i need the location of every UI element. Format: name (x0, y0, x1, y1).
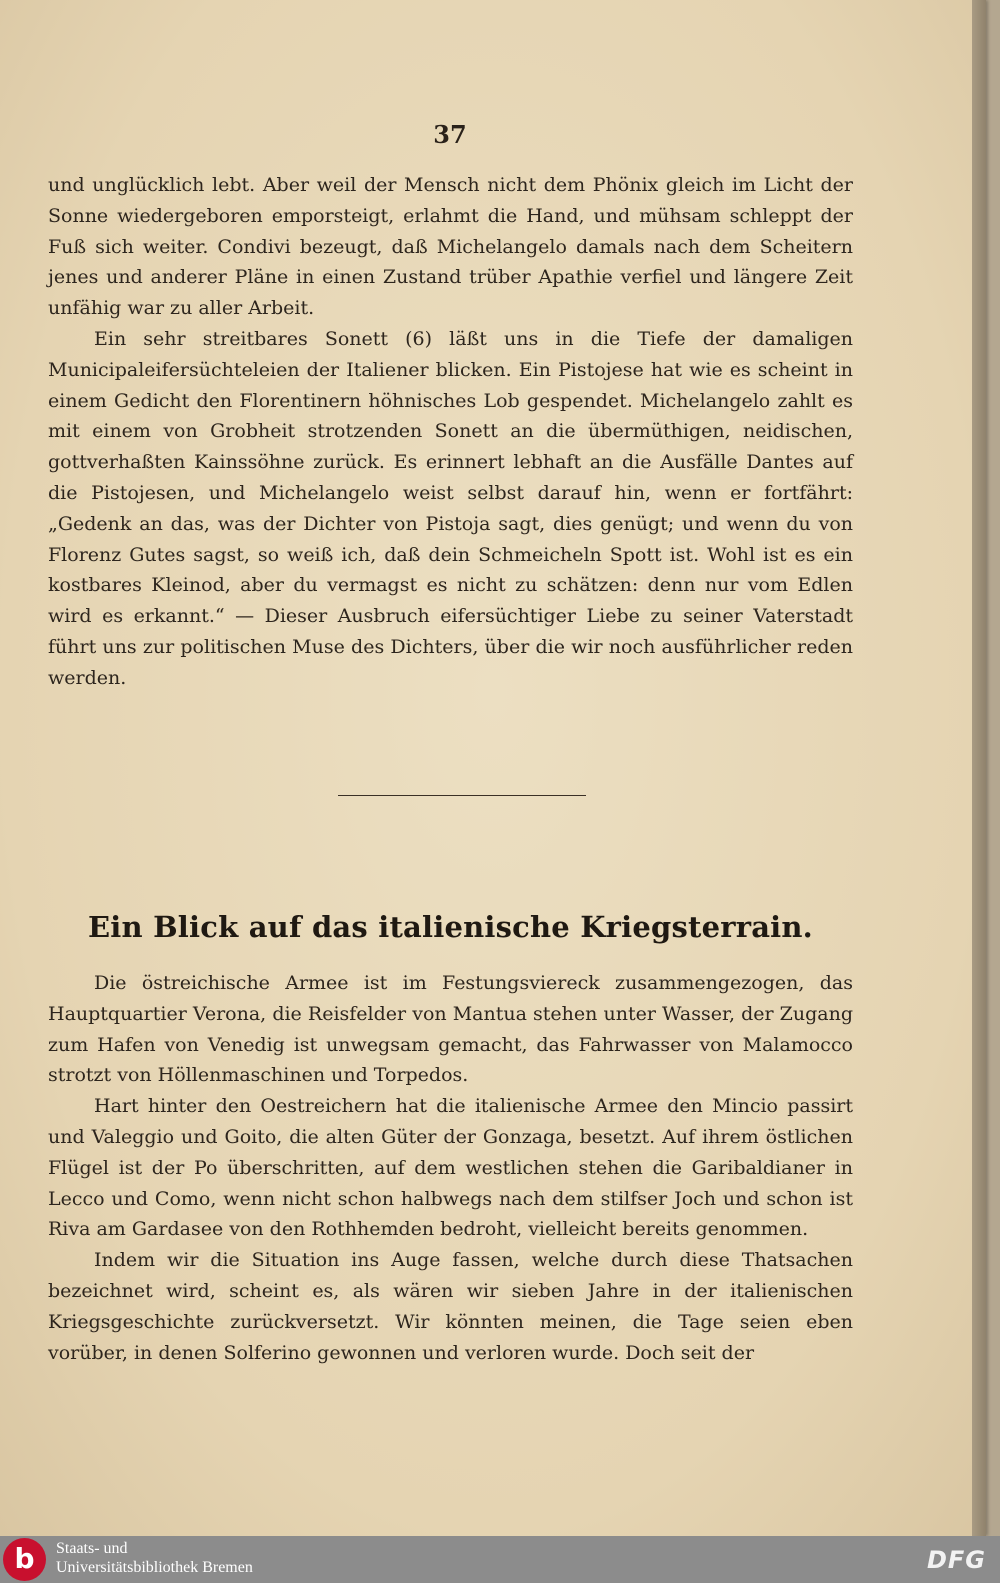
section-title: Ein Blick auf das italienische Kriegsterrain. (88, 910, 813, 944)
paragraph: und unglücklich lebt. Aber weil der Mensch nicht dem Phönix gleich im Licht der Sonne wiedergeboren emporsteigt, erlahmt die Hand, und mühsam schleppt der Fuß sich weiter. Condivi bezeugt, daß Michelangelo damals nach dem Scheitern jenes und anderer Pläne in einen Zustand trüber Apathie verfiel und längere Zeit unfähig war zu aller Arbeit. (48, 174, 853, 320)
library-logo-icon[interactable]: b (3, 1538, 46, 1581)
page-edge (972, 0, 986, 1536)
library-name[interactable] (56, 1539, 253, 1577)
dfg-logo[interactable]: DFG (926, 1546, 986, 1574)
paragraph: Ein sehr streitbares Sonett (6) läßt uns in die Tiefe der damaligen Municipaleifersüchteleien der Italiener blicken. Ein Pistojese hat wie es scheint in einem Gedicht den Florentinern höhnisches Lob gespendet. Michelangelo zahlt es mit einem von Grobheit strotzenden Sonett an die übermüthigen, neidischen, gottverhaßten Kainssöhne zurück. Es erinnert lebhaft an die Ausfälle Dantes auf die Pistojesen, und Michelangelo weist selbst darauf hin, wenn er fortfährt: „Gedenk an das, was der Dichter von Pistoja sagt, dies genügt; und wenn du von Florenz Gutes sagst, so weiß ich, daß dein Schmeicheln Spott ist. Wohl ist es ein kostbares Kleinod, aber du vermagst es nicht zu schätzen: denn nur vom Edlen wird es erkannt.“ — Dieser Ausbruch eifersüchtiger Liebe zu seiner Vaterstadt führt uns zur politischen Muse des Dichters, über die wir noch ausführlicher reden werden. (48, 327, 853, 689)
paragraph: Die östreichische Armee ist im Festungsviereck zusammengezogen, das Hauptquartier Verona, die Reisfelder von Mantua stehen unter Wasser, der Zugang zum Hafen von Venedig ist unwegsam gemacht, das Fahrwasser von Malamocco strotzt von Höllenmaschinen und Torpedos. (48, 972, 853, 1087)
section-divider (338, 795, 586, 796)
text-block-top (48, 170, 853, 694)
footer-bar (0, 1536, 1000, 1583)
library-name-line2: Universitätsbibliothek Bremen (56, 1559, 253, 1576)
paragraph: Hart hinter den Oestreichern hat die italienische Armee den Mincio passirt und Valeggio und Goito, die alten Güter der Gonzaga, besetzt. Auf ihrem östlichen Flügel ist der Po überschritten, auf dem westlichen stehen die Garibaldianer in Lecco und Como, wenn nicht schon halbwegs nach dem stilfser Joch und schon ist Riva am Gardasee von den Rothhemden bedroht, vielleicht bereits genommen. (48, 1095, 853, 1241)
paragraph: Indem wir die Situation ins Auge fassen, welche durch diese Thatsachen bezeichnet wird, scheint es, als wären wir sieben Jahre in der italienischen Kriegsgeschichte zurückversetzt. Wir könnten meinen, die Tage seien eben vorüber, in denen Solferino gewonnen und verloren wurde. Doch seit der (48, 1249, 853, 1364)
text-block-bottom (48, 968, 853, 1368)
page-number: 37 (433, 120, 467, 149)
library-name-line1: Staats- und (56, 1540, 128, 1557)
